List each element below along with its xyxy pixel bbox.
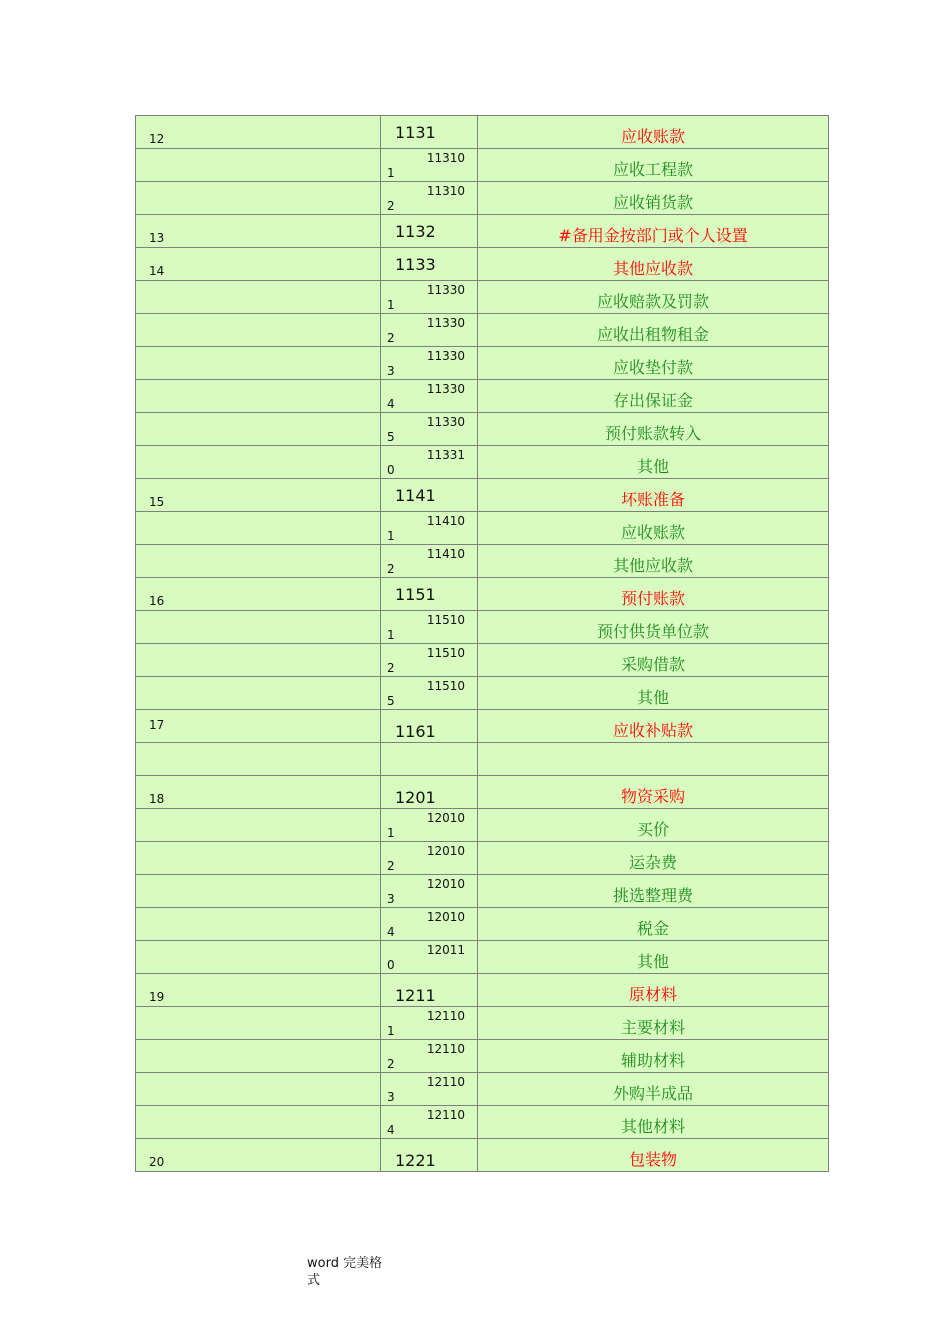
code-cell bbox=[381, 314, 478, 347]
table-row bbox=[136, 380, 829, 413]
sub-code-part-2: 0 bbox=[387, 958, 395, 972]
name-cell bbox=[478, 776, 829, 809]
sub-code-part-2: 5 bbox=[387, 694, 395, 708]
code-cell bbox=[381, 974, 478, 1007]
sub-account-name: 预付账款转入 bbox=[604, 424, 701, 443]
sub-account-name: 运杂费 bbox=[628, 853, 677, 872]
account-name: 坏账准备 bbox=[620, 490, 685, 509]
sub-code-part-1: 11330 bbox=[426, 316, 465, 330]
sub-code-part-1: 12110 bbox=[426, 1075, 465, 1089]
code-cell bbox=[381, 446, 478, 479]
account-name: 包装物 bbox=[628, 1150, 677, 1169]
row-index: 14 bbox=[149, 264, 165, 278]
table-row bbox=[136, 1073, 829, 1106]
name-cell bbox=[478, 347, 829, 380]
name-cell bbox=[478, 215, 829, 248]
code-cell bbox=[381, 842, 478, 875]
account-name: #备用金按部门或个人设置 bbox=[558, 226, 748, 245]
sub-code-part-1: 11510 bbox=[426, 679, 465, 693]
code-cell bbox=[381, 578, 478, 611]
sub-code-part-2: 2 bbox=[387, 562, 395, 576]
name-cell bbox=[478, 578, 829, 611]
sub-code-part-2: 0 bbox=[387, 463, 395, 477]
sub-account-name: 其他应收款 bbox=[612, 556, 693, 575]
sub-code-part-1: 11410 bbox=[426, 547, 465, 561]
code-cell bbox=[381, 875, 478, 908]
code-cell bbox=[381, 512, 478, 545]
name-cell bbox=[478, 743, 829, 776]
table-row bbox=[136, 743, 829, 776]
sub-account-name: 税金 bbox=[636, 919, 669, 938]
code-cell bbox=[381, 347, 478, 380]
index-cell bbox=[136, 215, 381, 248]
account-name: 应收账款 bbox=[620, 127, 685, 146]
table-row bbox=[136, 215, 829, 248]
sub-account-name: 其他 bbox=[636, 688, 669, 707]
name-cell bbox=[478, 908, 829, 941]
sub-code-part-1: 12110 bbox=[426, 1108, 465, 1122]
row-index: 17 bbox=[149, 718, 165, 732]
name-cell bbox=[478, 809, 829, 842]
name-cell bbox=[478, 875, 829, 908]
sub-code-part-2: 2 bbox=[387, 199, 395, 213]
table-row bbox=[136, 545, 829, 578]
sub-code-part-1: 11310 bbox=[426, 184, 465, 198]
index-cell bbox=[136, 1007, 381, 1040]
index-cell bbox=[136, 578, 381, 611]
name-cell bbox=[478, 248, 829, 281]
table-row bbox=[136, 809, 829, 842]
sub-code-part-2: 2 bbox=[387, 1057, 395, 1071]
index-cell bbox=[136, 611, 381, 644]
sub-code-part-1: 12110 bbox=[426, 1009, 465, 1023]
sub-code-part-1: 12011 bbox=[426, 943, 465, 957]
sub-account-name: 其他 bbox=[636, 952, 669, 971]
account-code: 1221 bbox=[395, 1151, 436, 1170]
name-cell bbox=[478, 644, 829, 677]
sub-code-part-2: 3 bbox=[387, 364, 395, 378]
sub-account-name: 外购半成品 bbox=[612, 1084, 693, 1103]
name-cell bbox=[478, 182, 829, 215]
table-row bbox=[136, 776, 829, 809]
code-cell bbox=[381, 479, 478, 512]
account-name: 应收补贴款 bbox=[612, 721, 693, 740]
table-row bbox=[136, 875, 829, 908]
index-cell bbox=[136, 1139, 381, 1172]
index-cell bbox=[136, 809, 381, 842]
code-cell bbox=[381, 644, 478, 677]
name-cell bbox=[478, 842, 829, 875]
account-code: 1211 bbox=[395, 986, 436, 1005]
table-row bbox=[136, 611, 829, 644]
code-cell bbox=[381, 281, 478, 314]
index-cell bbox=[136, 545, 381, 578]
table-row bbox=[136, 479, 829, 512]
code-cell bbox=[381, 1040, 478, 1073]
index-cell bbox=[136, 842, 381, 875]
account-code: 1133 bbox=[395, 255, 436, 274]
code-cell bbox=[381, 215, 478, 248]
table-row bbox=[136, 1106, 829, 1139]
name-cell bbox=[478, 413, 829, 446]
sub-code-part-2: 5 bbox=[387, 430, 395, 444]
table-row bbox=[136, 1007, 829, 1040]
sub-code-part-1: 11330 bbox=[426, 415, 465, 429]
index-cell bbox=[136, 248, 381, 281]
code-cell bbox=[381, 545, 478, 578]
sub-code-part-1: 11510 bbox=[426, 613, 465, 627]
index-cell bbox=[136, 512, 381, 545]
name-cell bbox=[478, 1007, 829, 1040]
footer-note bbox=[307, 1255, 387, 1289]
index-cell bbox=[136, 743, 381, 776]
table-row bbox=[136, 182, 829, 215]
table-row bbox=[136, 314, 829, 347]
index-cell bbox=[136, 413, 381, 446]
name-cell bbox=[478, 1040, 829, 1073]
name-cell bbox=[478, 941, 829, 974]
row-index: 12 bbox=[149, 132, 165, 146]
row-index: 18 bbox=[149, 792, 165, 806]
sub-code-part-2: 2 bbox=[387, 331, 395, 345]
row-index: 19 bbox=[149, 990, 165, 1004]
name-cell bbox=[478, 116, 829, 149]
account-name: 原材料 bbox=[628, 985, 677, 1004]
sub-account-name: 辅助材料 bbox=[620, 1051, 685, 1070]
code-cell bbox=[381, 710, 478, 743]
index-cell bbox=[136, 149, 381, 182]
index-cell bbox=[136, 1073, 381, 1106]
account-code: 1141 bbox=[395, 486, 436, 505]
name-cell bbox=[478, 611, 829, 644]
sub-account-name: 应收工程款 bbox=[612, 160, 693, 179]
code-cell bbox=[381, 116, 478, 149]
name-cell bbox=[478, 1106, 829, 1139]
account-code: 1131 bbox=[395, 123, 436, 142]
code-cell bbox=[381, 413, 478, 446]
account-code-table-body bbox=[136, 116, 829, 1172]
name-cell bbox=[478, 149, 829, 182]
code-cell bbox=[381, 1139, 478, 1172]
sub-code-part-2: 1 bbox=[387, 298, 395, 312]
sub-code-part-1: 12010 bbox=[426, 811, 465, 825]
sub-account-name: 应收账款 bbox=[620, 523, 685, 542]
sub-code-part-1: 12010 bbox=[426, 844, 465, 858]
name-cell bbox=[478, 545, 829, 578]
sub-code-part-2: 1 bbox=[387, 826, 395, 840]
sub-code-part-2: 1 bbox=[387, 166, 395, 180]
index-cell bbox=[136, 908, 381, 941]
table-row bbox=[136, 446, 829, 479]
code-cell bbox=[381, 1106, 478, 1139]
code-cell bbox=[381, 248, 478, 281]
sub-account-name: 应收垫付款 bbox=[612, 358, 693, 377]
name-cell bbox=[478, 512, 829, 545]
sub-code-part-2: 3 bbox=[387, 1090, 395, 1104]
sub-code-part-2: 1 bbox=[387, 1024, 395, 1038]
sub-account-name: 主要材料 bbox=[620, 1018, 685, 1037]
table-row bbox=[136, 677, 829, 710]
table-row bbox=[136, 347, 829, 380]
footer-line-1: word 完美格 bbox=[307, 1256, 383, 1271]
name-cell bbox=[478, 479, 829, 512]
row-index: 13 bbox=[149, 231, 165, 245]
row-index: 16 bbox=[149, 594, 165, 608]
index-cell bbox=[136, 776, 381, 809]
table-row bbox=[136, 116, 829, 149]
sub-code-part-1: 11330 bbox=[426, 283, 465, 297]
sub-code-part-1: 11330 bbox=[426, 349, 465, 363]
sub-account-name: 其他 bbox=[636, 457, 669, 476]
sub-code-part-2: 2 bbox=[387, 661, 395, 675]
table-row bbox=[136, 842, 829, 875]
code-cell bbox=[381, 1073, 478, 1106]
index-cell bbox=[136, 281, 381, 314]
table-row bbox=[136, 578, 829, 611]
footer-line-2: 式 bbox=[307, 1273, 321, 1288]
sub-account-name: 应收赔款及罚款 bbox=[596, 292, 709, 311]
name-cell bbox=[478, 974, 829, 1007]
index-cell bbox=[136, 875, 381, 908]
row-index: 15 bbox=[149, 495, 165, 509]
account-name: 预付账款 bbox=[620, 589, 685, 608]
account-code: 1132 bbox=[395, 222, 436, 241]
table-row bbox=[136, 710, 829, 743]
code-cell bbox=[381, 743, 478, 776]
index-cell bbox=[136, 182, 381, 215]
index-cell bbox=[136, 380, 381, 413]
index-cell bbox=[136, 116, 381, 149]
sub-code-part-2: 1 bbox=[387, 628, 395, 642]
code-cell bbox=[381, 908, 478, 941]
sub-account-name: 买价 bbox=[636, 820, 669, 839]
name-cell bbox=[478, 380, 829, 413]
sub-account-name: 挑选整理费 bbox=[612, 886, 693, 905]
table-row bbox=[136, 281, 829, 314]
sub-code-part-1: 11410 bbox=[426, 514, 465, 528]
index-cell bbox=[136, 677, 381, 710]
name-cell bbox=[478, 1139, 829, 1172]
account-code: 1161 bbox=[395, 722, 436, 741]
code-cell bbox=[381, 776, 478, 809]
code-cell bbox=[381, 677, 478, 710]
index-cell bbox=[136, 446, 381, 479]
index-cell bbox=[136, 644, 381, 677]
name-cell bbox=[478, 677, 829, 710]
sub-account-name: 采购借款 bbox=[620, 655, 685, 674]
sub-code-part-1: 12010 bbox=[426, 910, 465, 924]
table-row bbox=[136, 149, 829, 182]
account-code-table bbox=[135, 115, 829, 1172]
name-cell bbox=[478, 446, 829, 479]
sub-code-part-2: 4 bbox=[387, 397, 395, 411]
code-cell bbox=[381, 182, 478, 215]
sub-account-name: 其他材料 bbox=[620, 1117, 685, 1136]
sub-account-name: 存出保证金 bbox=[612, 391, 693, 410]
table-row bbox=[136, 908, 829, 941]
code-cell bbox=[381, 941, 478, 974]
sub-code-part-2: 4 bbox=[387, 1123, 395, 1137]
sub-account-name: 预付供货单位款 bbox=[596, 622, 709, 641]
sub-code-part-1: 11310 bbox=[426, 151, 465, 165]
table-row bbox=[136, 413, 829, 446]
account-name: 其他应收款 bbox=[612, 259, 693, 278]
sub-code-part-1: 11510 bbox=[426, 646, 465, 660]
name-cell bbox=[478, 710, 829, 743]
index-cell bbox=[136, 974, 381, 1007]
code-cell bbox=[381, 1007, 478, 1040]
sub-code-part-1: 11331 bbox=[426, 448, 465, 462]
name-cell bbox=[478, 281, 829, 314]
index-cell bbox=[136, 1040, 381, 1073]
table-row bbox=[136, 1040, 829, 1073]
code-cell bbox=[381, 809, 478, 842]
index-cell bbox=[136, 710, 381, 743]
name-cell bbox=[478, 1073, 829, 1106]
sub-account-name: 应收销货款 bbox=[612, 193, 693, 212]
account-code: 1201 bbox=[395, 788, 436, 807]
sub-code-part-2: 1 bbox=[387, 529, 395, 543]
sub-code-part-1: 12010 bbox=[426, 877, 465, 891]
table-row bbox=[136, 974, 829, 1007]
sub-code-part-2: 2 bbox=[387, 859, 395, 873]
code-cell bbox=[381, 149, 478, 182]
code-cell bbox=[381, 611, 478, 644]
account-name: 物资采购 bbox=[620, 787, 685, 806]
sub-code-part-2: 3 bbox=[387, 892, 395, 906]
account-code: 1151 bbox=[395, 585, 436, 604]
row-index: 20 bbox=[149, 1155, 165, 1169]
index-cell bbox=[136, 1106, 381, 1139]
sub-account-name: 应收出租物租金 bbox=[596, 325, 709, 344]
table-row bbox=[136, 248, 829, 281]
table-row bbox=[136, 644, 829, 677]
table-row bbox=[136, 941, 829, 974]
index-cell bbox=[136, 347, 381, 380]
index-cell bbox=[136, 479, 381, 512]
name-cell bbox=[478, 314, 829, 347]
sub-code-part-1: 11330 bbox=[426, 382, 465, 396]
sub-code-part-2: 4 bbox=[387, 925, 395, 939]
index-cell bbox=[136, 941, 381, 974]
code-cell bbox=[381, 380, 478, 413]
sub-code-part-1: 12110 bbox=[426, 1042, 465, 1056]
table-row bbox=[136, 512, 829, 545]
index-cell bbox=[136, 314, 381, 347]
table-row bbox=[136, 1139, 829, 1172]
